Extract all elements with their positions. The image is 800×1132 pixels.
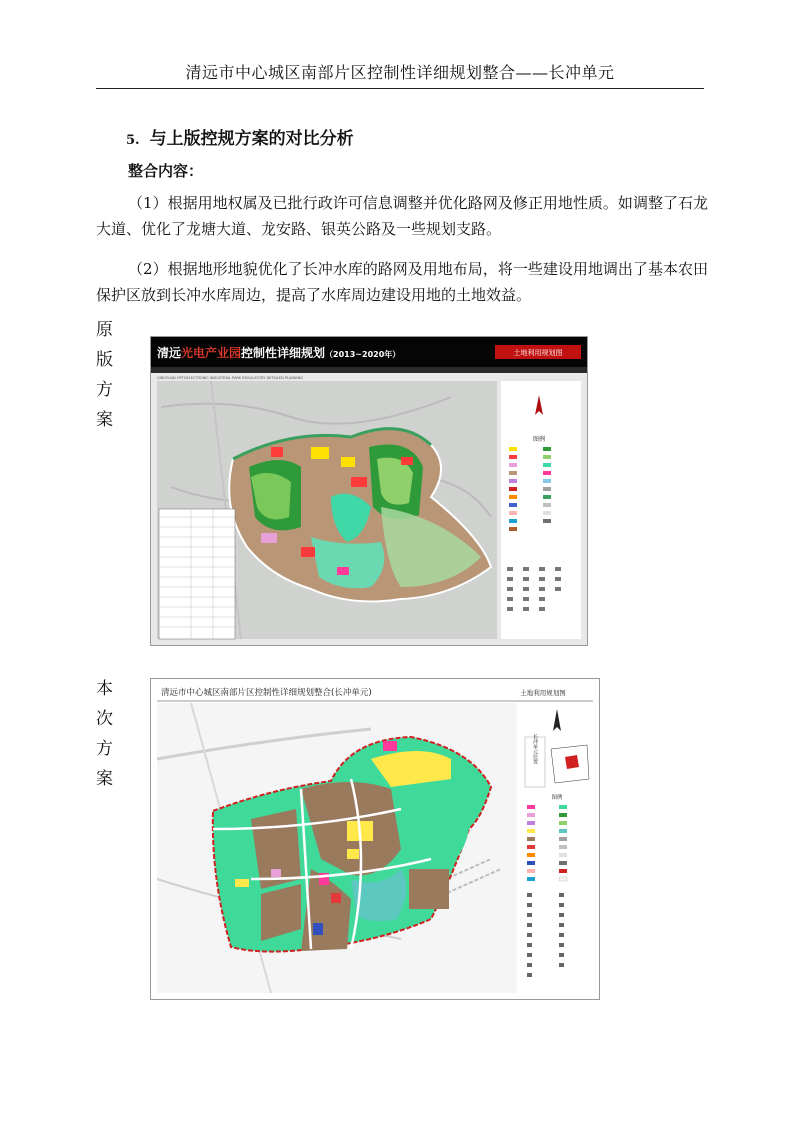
label-current-plan: 本次方案	[96, 679, 113, 789]
section-number: 5.	[126, 133, 140, 148]
map1-subtitle: QINGYUAN OPTOELECTRONIC INDUSTRIAL PARK REGULATORY DETAILED PLANNING	[157, 376, 303, 380]
map1-data-table	[159, 509, 235, 639]
map2-tag: 土地利用规划图	[520, 689, 566, 697]
subheading: 整合内容：	[128, 162, 204, 180]
svg-text:清远光电产业园控制性详细规划（2013~2020年）: 清远光电产业园控制性详细规划（2013~2020年）	[157, 346, 401, 360]
original-plan-map	[150, 336, 588, 646]
map2-inset-label: 长冲单元位置	[532, 734, 538, 764]
map1-tag: 土地利用规划图	[513, 349, 563, 357]
paragraph-1: （1）根据用地权属及已批行政许可信息调整并优化路网及修正用地性质。如调整了石龙大道、优化了龙塘大道、龙安路、银英公路及一些规划支路。	[96, 194, 708, 238]
map1-legend-title: 图例	[532, 436, 546, 443]
current-plan-map	[150, 678, 600, 1000]
map2-location-marker	[565, 755, 579, 769]
label-original-plan: 原版方案	[96, 320, 113, 430]
map2-title: 清远市中心城区南部片区控制性详细规划整合(长冲单元)	[161, 688, 372, 698]
section-title: 与上版控规方案的对比分析	[149, 129, 354, 149]
current-plan-map-graphic	[151, 679, 599, 999]
original-plan-map-graphic	[151, 337, 587, 645]
section-heading	[126, 124, 354, 149]
paragraph-2: （2）根据地形地貌优化了长冲水库的路网及用地布局，将一些建设用地调出了基本农田保护区放到长冲水库周边，提高了水库周边建设用地的土地效益。	[96, 260, 708, 304]
map2-legend-title: 图例	[551, 795, 563, 801]
header-title: 清远市中心城区南部片区控制性详细规划整合——长冲单元	[185, 63, 615, 82]
header-rule	[96, 88, 704, 89]
